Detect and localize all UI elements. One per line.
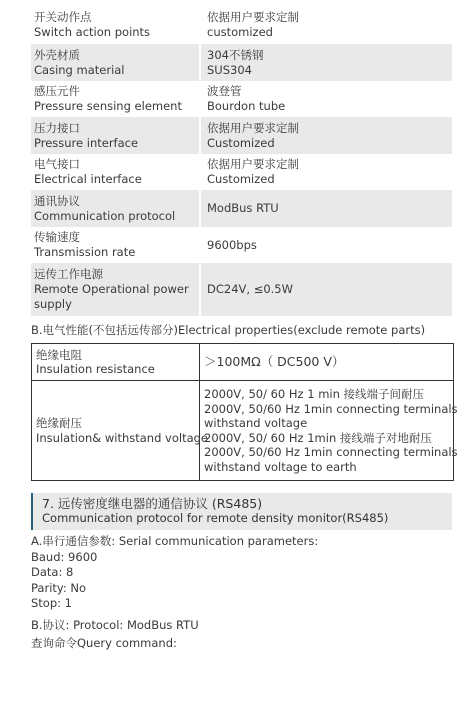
electrical-value-line: withstand voltage to earth — [204, 459, 357, 474]
section-7-subtitle: Communication protocol for remote density monitor(RS485) — [42, 511, 389, 525]
spec-row — [31, 117, 452, 155]
spec-row — [31, 44, 452, 82]
spec-value — [199, 6, 452, 43]
spec-value-line: Bourdon tube — [207, 99, 286, 113]
protocol-line: B.协议: Protocol: ModBus RTU — [31, 617, 199, 632]
spec-label-cn: 感压元件 — [34, 84, 80, 98]
spec-value — [199, 190, 452, 227]
spec-value-line: ModBus RTU — [207, 201, 279, 215]
spec-value-line: 304不锈钢 — [207, 47, 264, 62]
spec-label-cn: 压力接口 — [34, 120, 80, 135]
spec-label-en: Pressure interface — [34, 135, 139, 150]
electrical-label — [32, 344, 200, 380]
spec-value — [199, 44, 452, 81]
spec-row — [31, 190, 452, 228]
electrical-value-line: 2000V, 50/ 60 Hz 1 min 接线端子间耐压 — [204, 387, 425, 401]
section-b-title: B.电气性能(不包括远传部分)Electrical properties(exclude remote parts) — [31, 323, 426, 337]
spec-label-cn: 外壳材质 — [34, 47, 80, 62]
spec-label-en: Remote Operational power supply — [34, 282, 189, 311]
electrical-row — [32, 344, 453, 380]
electrical-value-line: ＞100MΩ（ DC500 V） — [204, 353, 345, 369]
electrical-value — [200, 381, 458, 480]
spec-label — [31, 117, 199, 154]
spec-value-line: DC24V, ≤0.5W — [207, 282, 293, 296]
spec-label — [31, 44, 199, 81]
spec-value-line: 依据用户要求定制 — [207, 120, 299, 135]
spec-value-line: Customized — [207, 172, 275, 186]
spec-row — [31, 6, 452, 44]
electrical-label-en: Insulation resistance — [36, 362, 155, 376]
spec-value — [199, 117, 452, 154]
spec-value — [199, 155, 452, 189]
electrical-label-cn: 绝缘耐压 — [36, 416, 82, 430]
spec-value-line: 依据用户要求定制 — [207, 9, 299, 24]
spec-label-en: Communication protocol — [34, 208, 176, 223]
electrical-label — [32, 381, 209, 480]
spec-label-cn: 电气接口 — [34, 157, 80, 171]
spec-label-en: Switch action points — [34, 24, 151, 39]
spec-label — [31, 190, 199, 227]
serial-baud: Baud: 9600 — [31, 549, 98, 564]
serial-parity: Parity: No — [31, 580, 87, 595]
spec-value-line: SUS304 — [207, 62, 252, 77]
spec-label — [31, 263, 199, 316]
spec-row — [31, 155, 452, 190]
spec-label-cn: 远传工作电源 — [34, 267, 103, 281]
electrical-row — [32, 380, 458, 480]
spec-row — [31, 263, 452, 317]
spec-label — [31, 228, 199, 262]
spec-value-line: customized — [207, 24, 273, 39]
spec-label — [31, 82, 199, 116]
electrical-value-line: 2000V, 50/ 60 Hz 1min 接线端子对地耐压 — [204, 430, 432, 445]
spec-label — [31, 155, 199, 189]
spec-value-line: 依据用户要求定制 — [207, 157, 299, 171]
electrical-table — [31, 343, 458, 481]
spec-label-en: Pressure sensing element — [34, 99, 182, 113]
serial-data: Data: 8 — [31, 565, 74, 579]
electrical-value — [200, 344, 453, 380]
section-7-header — [31, 493, 452, 530]
spec-label-cn: 开关动作点 — [34, 9, 92, 24]
spec-label-cn: 通讯协议 — [34, 193, 80, 208]
electrical-label-cn: 绝缘电阻 — [36, 347, 82, 362]
spec-value — [199, 82, 452, 116]
electrical-value-line: 2000V, 50/60 Hz 1min connecting terminals — [204, 445, 458, 459]
spec-label-en: Transmission rate — [34, 245, 136, 259]
spec-value-line: 波登管 — [207, 84, 242, 98]
spec-value — [199, 228, 452, 262]
spec-label-en: Casing material — [34, 62, 125, 77]
spec-row — [31, 228, 452, 263]
electrical-label-en: Insulation& withstand voltage — [36, 430, 209, 445]
spec-label-cn: 传输速度 — [34, 230, 80, 244]
serial-heading: A.串行通信参数: Serial communication parameters: — [31, 534, 319, 548]
spec-value-line: Customized — [207, 135, 275, 150]
spec-table — [31, 6, 452, 317]
section-7-title: 7. 远传密度继电器的通信协议 (RS485) — [42, 496, 263, 511]
spec-row — [31, 82, 452, 117]
spec-label — [31, 6, 199, 43]
serial-stop: Stop: 1 — [31, 596, 72, 610]
spec-value — [199, 263, 452, 316]
electrical-value-line: withstand voltage — [204, 416, 308, 430]
spec-label-en: Electrical interface — [34, 172, 142, 186]
electrical-value-line: 2000V, 50/60 Hz 1min connecting terminals — [204, 401, 458, 416]
spec-value-line: 9600bps — [207, 237, 257, 252]
query-command-line: 查询命令Query command: — [31, 636, 177, 650]
serial-parameters — [31, 534, 318, 652]
